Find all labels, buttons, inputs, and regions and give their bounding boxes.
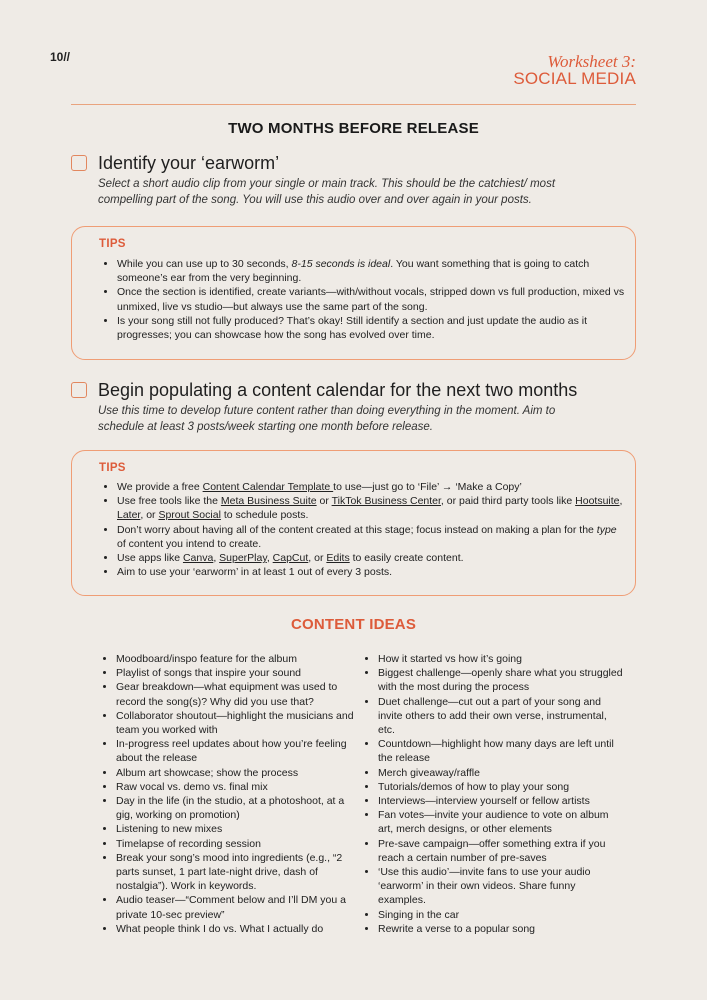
- list-item: • Album art showcase; show the process: [116, 766, 356, 780]
- list-item: • While you can use up to 30 seconds, 8-15 seconds is ideal. You want something that is going to catch someone’s ear from the very beginning.: [117, 257, 627, 285]
- task-content-calendar: [71, 380, 636, 440]
- worksheet-subtitle: SOCIAL MEDIA: [513, 69, 636, 88]
- task-1-description: Select a short audio clip from your single or main track. This should be the catchiest/ most compelling part of the song. You will use this audio over and over again in your posts.: [98, 178, 556, 206]
- tips-box-2: [71, 450, 636, 596]
- tips-1-list: [99, 257, 627, 342]
- tips-2-list: [99, 480, 627, 579]
- list-item: • Singing in the car: [378, 908, 623, 922]
- list-item: • Once the section is identified, create variants—with/without vocals, stripped down vs full production, mixed vs unmixed, live vs studio—but always use the same part of the song.: [117, 285, 627, 313]
- list-item: • In-progress reel updates about how you’re feeling about the release: [116, 737, 356, 765]
- worksheet-title: Worksheet 3:: [547, 52, 636, 71]
- list-item: • How it started vs how it’s going: [378, 652, 623, 666]
- later-link[interactable]: Later: [117, 509, 141, 522]
- list-item: • Break your song’s mood into ingredients (e.g., “2 parts sunset, 1 part late-night drive, dash of nostalgia”). Work in keywords.: [116, 851, 356, 894]
- list-item: • Don’t worry about having all of the content created at this stage; focus instead on making a plan for the type of content you intend to create.: [117, 523, 627, 551]
- list-item: • Aim to use your ‘earworm’ in at least 1 out of every 3 posts.: [117, 565, 627, 579]
- list-item: • Merch giveaway/raffle: [378, 766, 623, 780]
- list-item: • Biggest challenge—openly share what you struggled with the most during the process: [378, 666, 623, 694]
- list-item: • Countdown—highlight how many days are left until the release: [378, 737, 623, 765]
- list-item: • We provide a free Content Calendar Template to use—just go to ‘File’ → ‘Make a Copy’: [117, 480, 627, 494]
- list-item: • Collaborator shoutout—highlight the musicians and team you worked with: [116, 709, 356, 737]
- page-number: 10//: [50, 50, 71, 64]
- list-item: • Use apps like Canva, SuperPlay, CapCut, or Edits to easily create content.: [117, 551, 627, 565]
- sprout-social-link[interactable]: Sprout Social: [158, 509, 221, 522]
- superplay-link[interactable]: SuperPlay: [219, 552, 267, 565]
- list-item: • Audio teaser—“Comment below and I’ll DM you a private 10-sec preview”: [116, 893, 356, 921]
- content-calendar-template-link[interactable]: Content Calendar Template: [202, 481, 334, 493]
- header-divider: [71, 104, 636, 105]
- list-item: • Use free tools like the Meta Business Suite or TikTok Business Center, or paid third party tools like Hootsuite, Later, or Sprout Social to schedule posts.: [117, 494, 627, 522]
- list-item: • Duet challenge—cut out a part of your song and invite others to add their own verse, instrumental, etc.: [378, 695, 623, 738]
- list-item: • Rewrite a verse to a popular song: [378, 922, 623, 936]
- list-item: • Moodboard/inspo feature for the album: [116, 652, 356, 666]
- task-1-title: Identify your ‘earworm’: [98, 153, 280, 173]
- content-ideas-right-list: [361, 652, 623, 936]
- edits-link[interactable]: Edits: [326, 552, 350, 565]
- task-1-checkbox[interactable]: [71, 155, 87, 171]
- task-2-description: Use this time to develop future content rather than doing everything in the moment. Aim to schedule at least 3 posts/week starting one month before release.: [98, 405, 556, 433]
- tiktok-business-center-link[interactable]: TikTok Business Center: [331, 495, 441, 508]
- tips-1-label: TIPS: [99, 238, 126, 250]
- list-item: • Tutorials/demos of how to play your song: [378, 780, 623, 794]
- canva-link[interactable]: Canva: [182, 552, 214, 565]
- list-item: • What people think I do vs. What I actually do: [116, 922, 356, 936]
- hootsuite-link[interactable]: Hootsuite: [575, 495, 620, 508]
- task-2-checkbox[interactable]: [71, 382, 87, 398]
- list-item: • Gear breakdown—what equipment was used to record the song(s)? Why did you use that?: [116, 680, 356, 708]
- list-item: • ‘Use this audio’—invite fans to use your audio ‘earworm’ in their own videos. Share funny examples.: [378, 865, 623, 908]
- list-item: • Raw vocal vs. demo vs. final mix: [116, 780, 356, 794]
- list-item: • Listening to new mixes: [116, 822, 356, 836]
- list-item: • Timelapse of recording session: [116, 837, 356, 851]
- content-ideas-heading: CONTENT IDEAS: [290, 616, 417, 633]
- list-item: • Fan votes—invite your audience to vote on album art, merch designs, or other elements: [378, 808, 623, 836]
- list-item: • Day in the life (in the studio, at a photoshoot, at a gig, working on promotion): [116, 794, 356, 822]
- list-item: • Interviews—interview yourself or fellow artists: [378, 794, 623, 808]
- task-identify-earworm: [71, 153, 636, 213]
- meta-business-suite-link[interactable]: Meta Business Suite: [220, 495, 317, 508]
- tips-2-label: TIPS: [99, 462, 126, 474]
- list-item: • Pre-save campaign—offer something extra if you reach a certain number of pre-saves: [378, 837, 623, 865]
- list-item: • Playlist of songs that inspire your sound: [116, 666, 356, 680]
- capcut-link[interactable]: CapCut: [272, 552, 309, 565]
- tips-box-1: [71, 226, 636, 360]
- task-2-title: Begin populating a content calendar for the next two months: [98, 380, 578, 400]
- content-ideas-left-list: [99, 652, 356, 936]
- section-heading: TWO MONTHS BEFORE RELEASE: [228, 120, 479, 137]
- list-item: • Is your song still not fully produced? That’s okay! Still identify a section and just update the audio as it progresses; you can showcase how the song has evolved over time.: [117, 314, 627, 342]
